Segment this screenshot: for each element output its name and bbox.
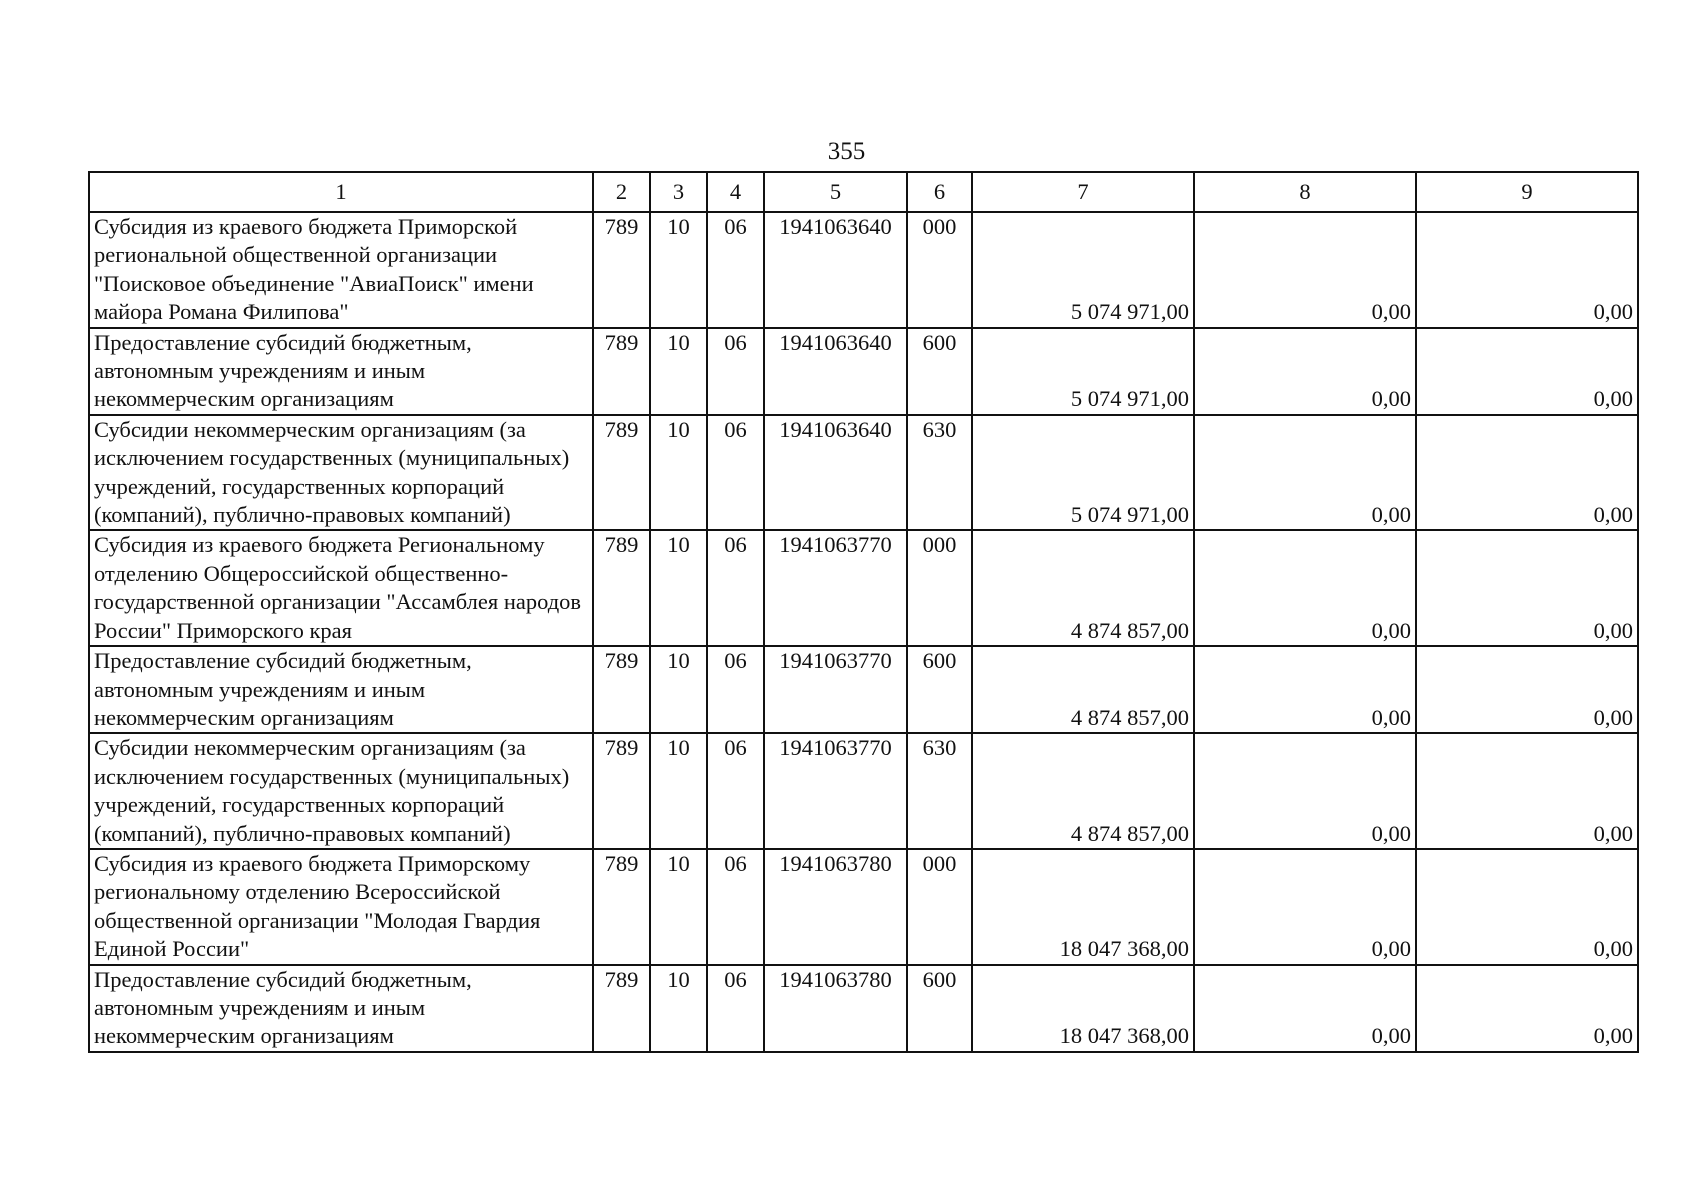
table-row bbox=[89, 965, 1638, 1052]
row-name-cell: Предоставление субсидий бюджетным, автономным учреждениям и иным некоммерческим организациям bbox=[89, 646, 593, 733]
col7-amount-cell: 18 047 368,00 bbox=[972, 849, 1194, 965]
col2-cell: 789 bbox=[593, 733, 650, 849]
col8-amount-cell: 0,00 bbox=[1194, 415, 1416, 531]
col8-amount-cell: 0,00 bbox=[1194, 328, 1416, 415]
col5-cell: 1941063640 bbox=[764, 212, 907, 328]
col2-cell: 789 bbox=[593, 965, 650, 1052]
col8-amount-cell: 0,00 bbox=[1194, 849, 1416, 965]
col8-amount-cell: 0,00 bbox=[1194, 212, 1416, 328]
col6-cell: 000 bbox=[907, 530, 972, 646]
column-header: 3 bbox=[650, 172, 707, 212]
row-name-cell: Субсидия из краевого бюджета Региональному отделению Общероссийской общественно-государственной организации "Ассамблея народов России" Приморского края bbox=[89, 530, 593, 646]
budget-table bbox=[88, 171, 1639, 1053]
table-row bbox=[89, 415, 1638, 531]
row-name-cell: Субсидия из краевого бюджета Приморской региональной общественной организации "Поисковое объединение "АвиаПоиск" имени майора Романа Филипова" bbox=[89, 212, 593, 328]
col3-cell: 10 bbox=[650, 733, 707, 849]
table-row bbox=[89, 530, 1638, 646]
col7-amount-cell: 4 874 857,00 bbox=[972, 530, 1194, 646]
column-header: 1 bbox=[89, 172, 593, 212]
row-name-cell: Субсидии некоммерческим организациям (за исключением государственных (муниципальных) учреждений, государственных корпораций (компаний), публично-правовых компаний) bbox=[89, 415, 593, 531]
col7-amount-cell: 4 874 857,00 bbox=[972, 646, 1194, 733]
col3-cell: 10 bbox=[650, 415, 707, 531]
col7-amount-cell: 5 074 971,00 bbox=[972, 415, 1194, 531]
col5-cell: 1941063780 bbox=[764, 849, 907, 965]
col9-amount-cell: 0,00 bbox=[1416, 530, 1638, 646]
col3-cell: 10 bbox=[650, 646, 707, 733]
table-row bbox=[89, 849, 1638, 965]
column-header: 5 bbox=[764, 172, 907, 212]
col2-cell: 789 bbox=[593, 849, 650, 965]
col6-cell: 600 bbox=[907, 328, 972, 415]
table-row bbox=[89, 328, 1638, 415]
col9-amount-cell: 0,00 bbox=[1416, 849, 1638, 965]
column-header: 6 bbox=[907, 172, 972, 212]
col9-amount-cell: 0,00 bbox=[1416, 646, 1638, 733]
col5-cell: 1941063770 bbox=[764, 733, 907, 849]
col4-cell: 06 bbox=[707, 415, 764, 531]
col9-amount-cell: 0,00 bbox=[1416, 415, 1638, 531]
col8-amount-cell: 0,00 bbox=[1194, 965, 1416, 1052]
col3-cell: 10 bbox=[650, 530, 707, 646]
table-row bbox=[89, 646, 1638, 733]
col3-cell: 10 bbox=[650, 849, 707, 965]
col6-cell: 630 bbox=[907, 415, 972, 531]
col4-cell: 06 bbox=[707, 849, 764, 965]
col5-cell: 1941063640 bbox=[764, 328, 907, 415]
col6-cell: 630 bbox=[907, 733, 972, 849]
col8-amount-cell: 0,00 bbox=[1194, 646, 1416, 733]
col4-cell: 06 bbox=[707, 212, 764, 328]
col4-cell: 06 bbox=[707, 328, 764, 415]
col8-amount-cell: 0,00 bbox=[1194, 733, 1416, 849]
col6-cell: 600 bbox=[907, 965, 972, 1052]
col7-amount-cell: 5 074 971,00 bbox=[972, 212, 1194, 328]
table-row bbox=[89, 212, 1638, 328]
col3-cell: 10 bbox=[650, 965, 707, 1052]
col6-cell: 000 bbox=[907, 212, 972, 328]
header-row bbox=[89, 172, 1638, 212]
col9-amount-cell: 0,00 bbox=[1416, 328, 1638, 415]
row-name-cell: Субсидии некоммерческим организациям (за исключением государственных (муниципальных) учреждений, государственных корпораций (компаний), публично-правовых компаний) bbox=[89, 733, 593, 849]
col6-cell: 000 bbox=[907, 849, 972, 965]
col9-amount-cell: 0,00 bbox=[1416, 965, 1638, 1052]
column-header: 4 bbox=[707, 172, 764, 212]
col4-cell: 06 bbox=[707, 965, 764, 1052]
col2-cell: 789 bbox=[593, 212, 650, 328]
page-number: 355 bbox=[827, 138, 866, 165]
col5-cell: 1941063640 bbox=[764, 415, 907, 531]
col3-cell: 10 bbox=[650, 328, 707, 415]
col5-cell: 1941063780 bbox=[764, 965, 907, 1052]
col5-cell: 1941063770 bbox=[764, 646, 907, 733]
col5-cell: 1941063770 bbox=[764, 530, 907, 646]
table-row bbox=[89, 733, 1638, 849]
column-header: 9 bbox=[1416, 172, 1638, 212]
column-header: 8 bbox=[1194, 172, 1416, 212]
row-name-cell: Предоставление субсидий бюджетным, автономным учреждениям и иным некоммерческим организациям bbox=[89, 965, 593, 1052]
col2-cell: 789 bbox=[593, 530, 650, 646]
col2-cell: 789 bbox=[593, 415, 650, 531]
col7-amount-cell: 5 074 971,00 bbox=[972, 328, 1194, 415]
col7-amount-cell: 4 874 857,00 bbox=[972, 733, 1194, 849]
column-header: 7 bbox=[972, 172, 1194, 212]
col4-cell: 06 bbox=[707, 530, 764, 646]
row-name-cell: Предоставление субсидий бюджетным, автономным учреждениям и иным некоммерческим организациям bbox=[89, 328, 593, 415]
col4-cell: 06 bbox=[707, 646, 764, 733]
col7-amount-cell: 18 047 368,00 bbox=[972, 965, 1194, 1052]
col6-cell: 600 bbox=[907, 646, 972, 733]
col8-amount-cell: 0,00 bbox=[1194, 530, 1416, 646]
column-header: 2 bbox=[593, 172, 650, 212]
col4-cell: 06 bbox=[707, 733, 764, 849]
col3-cell: 10 bbox=[650, 212, 707, 328]
col2-cell: 789 bbox=[593, 328, 650, 415]
col2-cell: 789 bbox=[593, 646, 650, 733]
col9-amount-cell: 0,00 bbox=[1416, 212, 1638, 328]
row-name-cell: Субсидия из краевого бюджета Приморскому региональному отделению Всероссийской общественной организации "Молодая Гвардия Единой России" bbox=[89, 849, 593, 965]
col9-amount-cell: 0,00 bbox=[1416, 733, 1638, 849]
